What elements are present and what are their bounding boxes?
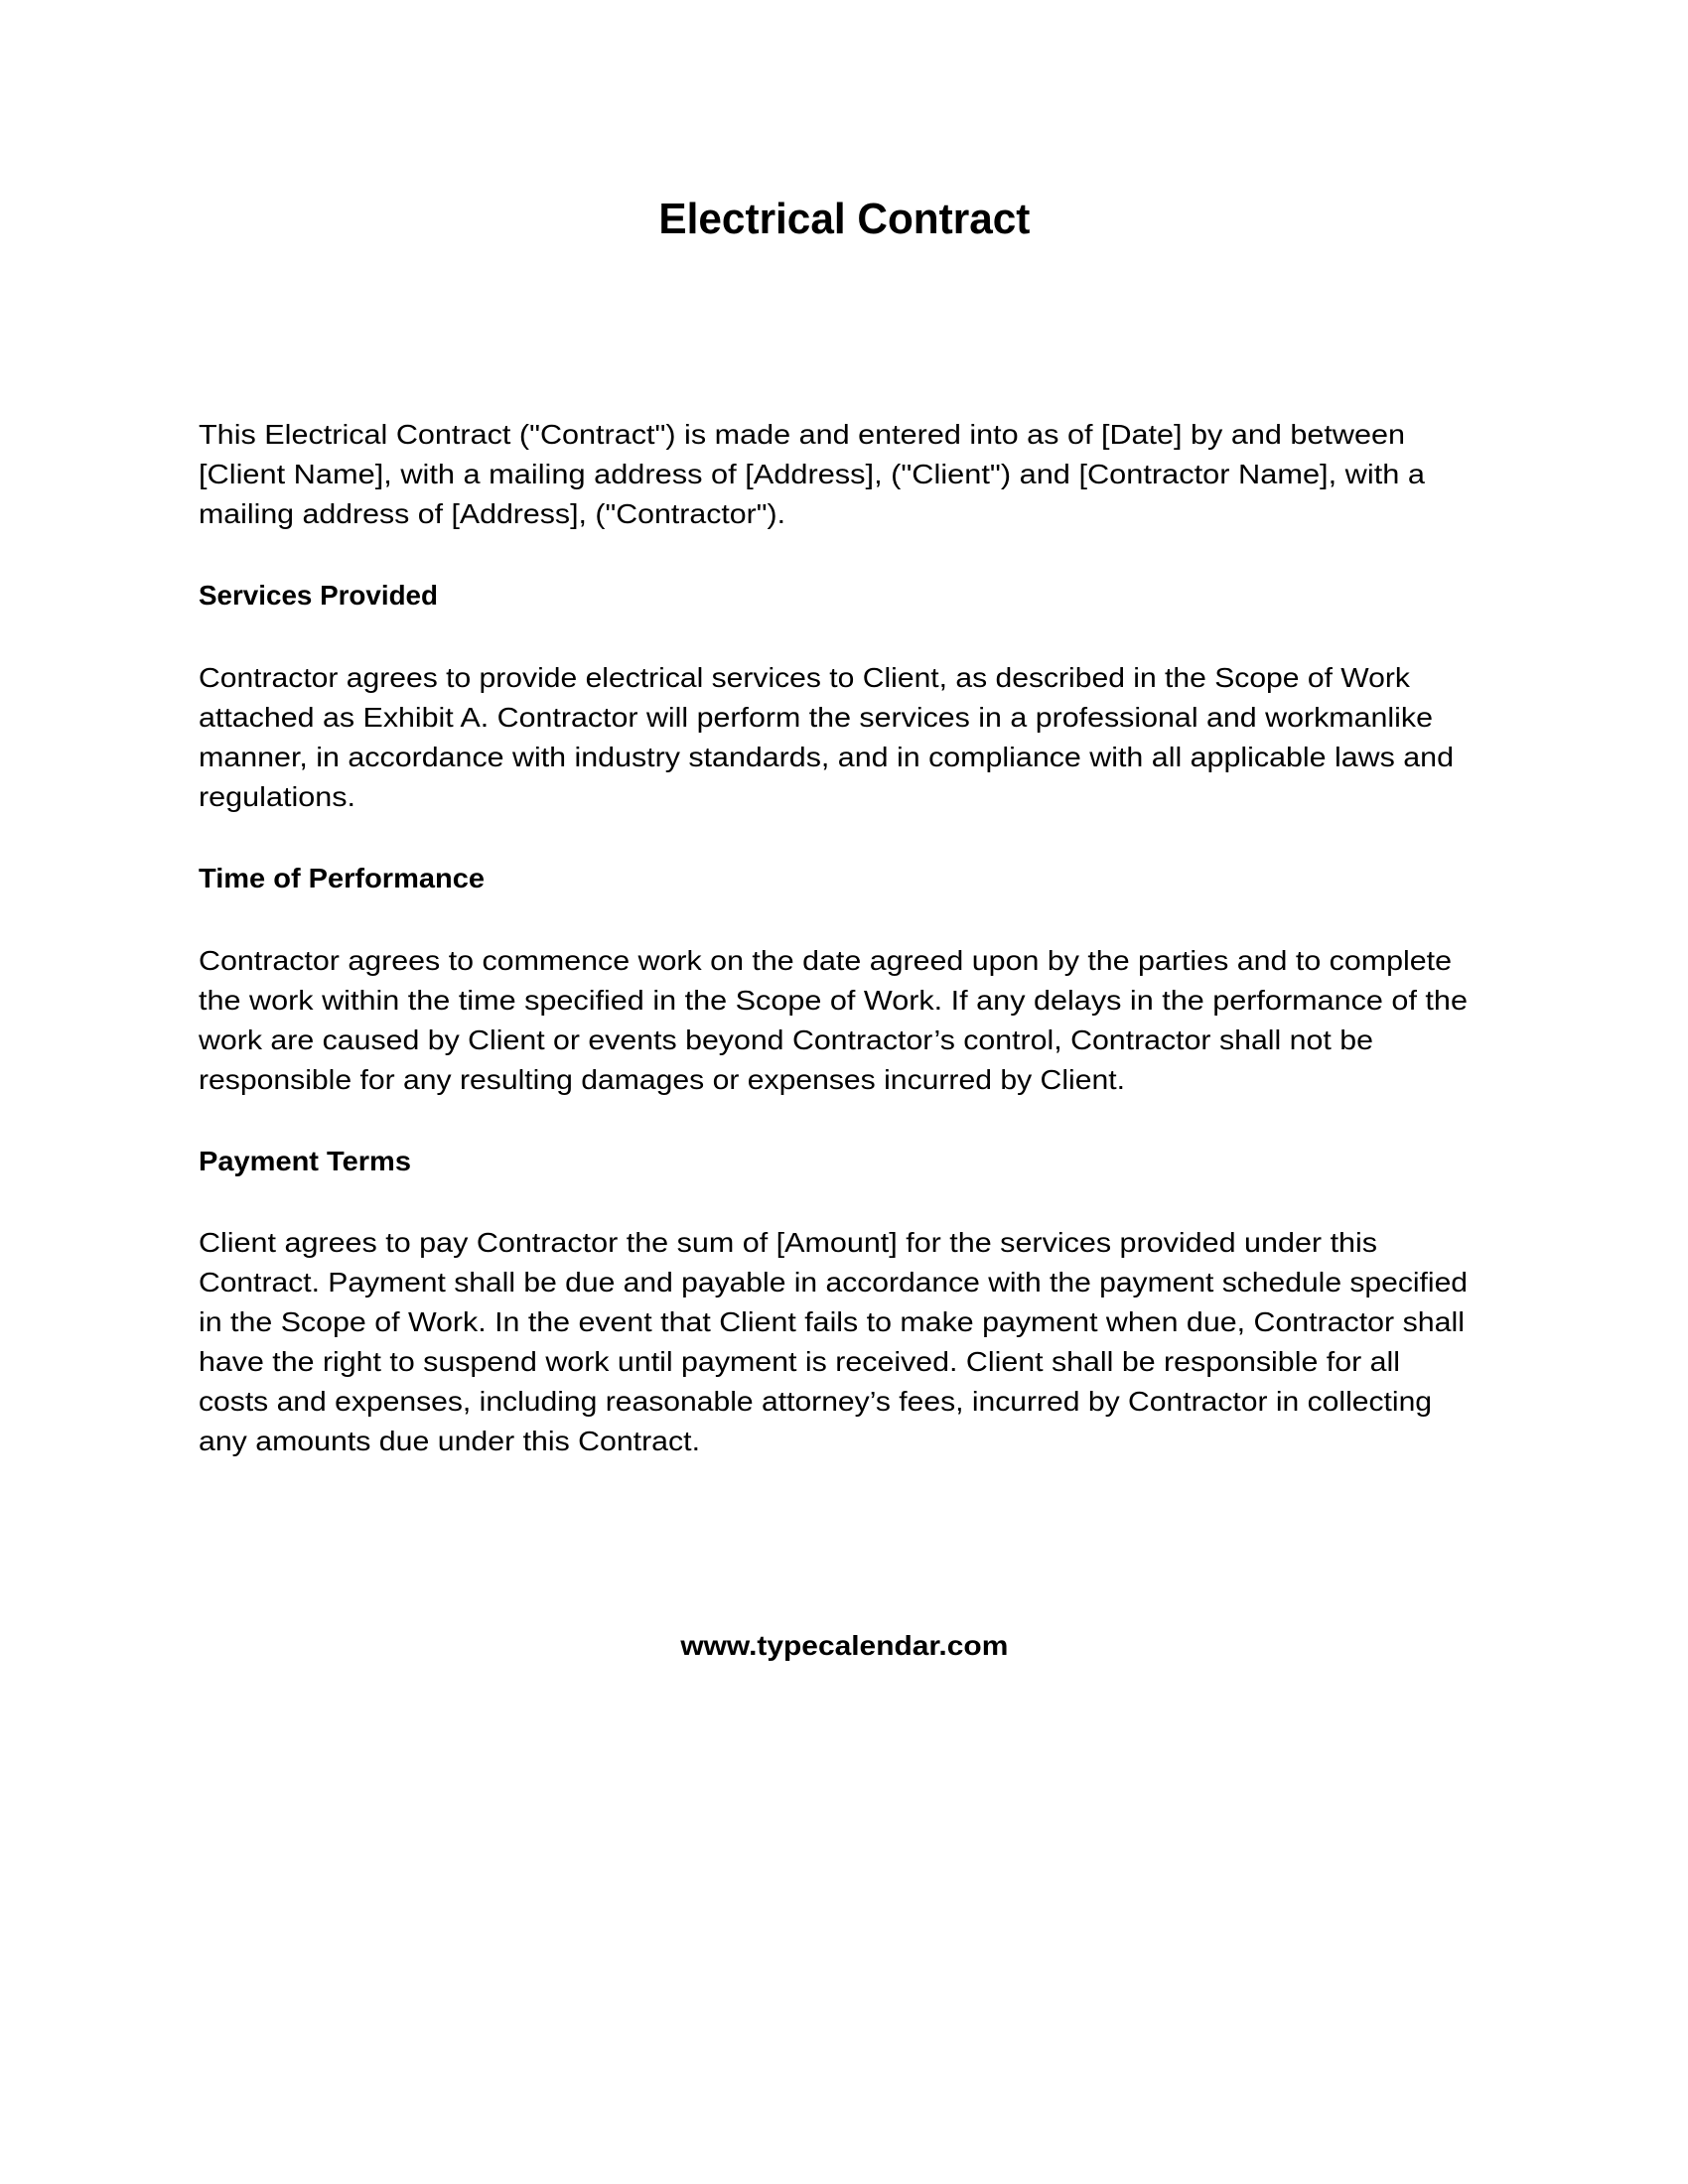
section-line: Contractor agrees to provide electrical services to Client, as described in the Scope of Work <box>199 662 1410 693</box>
document-title-text: Electrical Contract <box>658 195 1030 243</box>
section-line: have the right to suspend work until payment is received. Client shall be responsible for all <box>199 1346 1401 1377</box>
section-line: costs and expenses, including reasonable attorney’s fees, incurred by Contractor in collecting <box>199 1386 1433 1417</box>
section-line: work are caused by Client or events beyond Contractor’s control, Contractor shall not be <box>199 1024 1373 1055</box>
section-line: attached as Exhibit A. Contractor will perform the services in a professional and workmanlike <box>199 702 1434 733</box>
section-line: manner, in accordance with industry standards, and in compliance with all applicable laws and <box>199 742 1454 772</box>
document-title <box>0 191 1688 248</box>
intro-line: mailing address of [Address], ("Contractor"). <box>199 498 786 529</box>
footer-website-link[interactable]: www.typecalendar.com <box>679 1630 1008 1661</box>
section-line: the work within the time specified in the Scope of Work. If any delays in the performance of the <box>199 985 1468 1016</box>
section-line: in the Scope of Work. In the event that Client fails to make payment when due, Contractor shall <box>199 1306 1466 1337</box>
footer <box>0 1626 1688 1666</box>
section-line: regulations. <box>199 781 355 812</box>
intro-line: This Electrical Contract ("Contract") is made and entered into as of [Date] by and between <box>199 419 1406 450</box>
section-heading: Payment Terms <box>199 1146 412 1176</box>
section-line: any amounts due under this Contract. <box>199 1426 700 1456</box>
section-line: Contract. Payment shall be due and payable in accordance with the payment schedule specified <box>199 1267 1469 1297</box>
intro-line: [Client Name], with a mailing address of [Address], ("Client") and [Contractor Name], with a <box>199 459 1426 489</box>
section-heading: Services Provided <box>199 580 438 611</box>
section-line: responsible for any resulting damages or expenses incurred by Client. <box>199 1064 1125 1095</box>
section-line: Client agrees to pay Contractor the sum of [Amount] for the services provided under this <box>199 1227 1378 1258</box>
section-heading: Time of Performance <box>199 863 486 893</box>
section-line: Contractor agrees to commence work on the date agreed upon by the parties and to complete <box>199 945 1452 976</box>
